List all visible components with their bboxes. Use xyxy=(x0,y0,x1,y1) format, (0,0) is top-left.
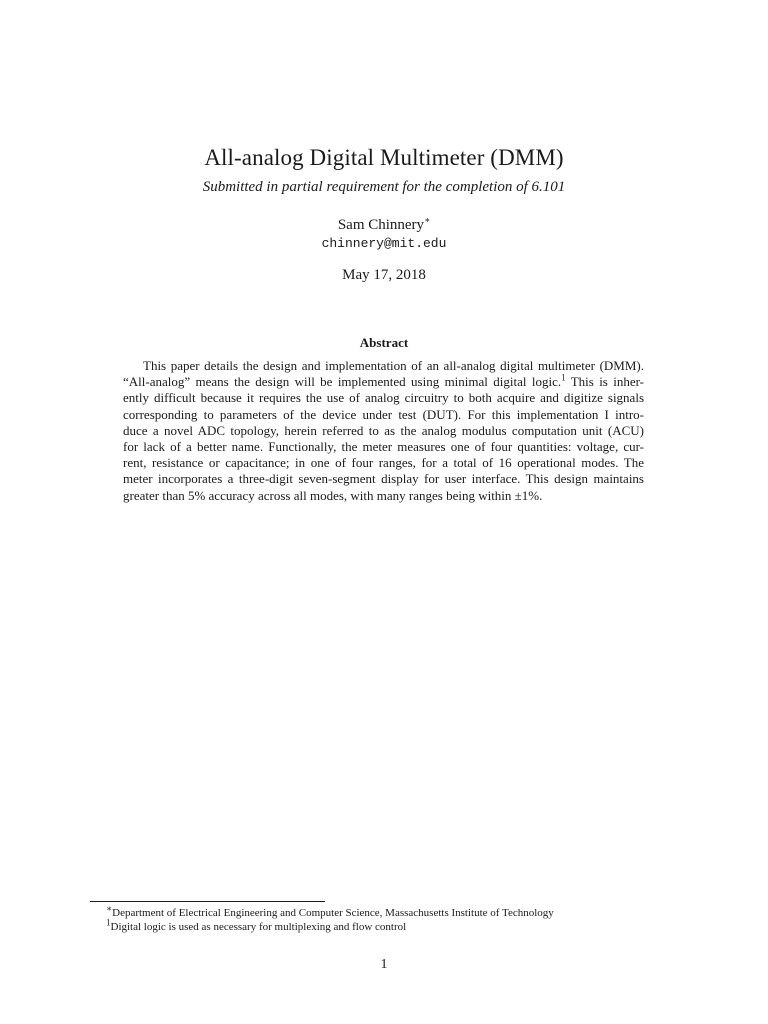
paper-title: All-analog Digital Multimeter (DMM) xyxy=(204,145,564,170)
author-footnote-marker: ∗ xyxy=(424,215,431,225)
page-number: 1 xyxy=(380,957,388,972)
abstract-line-text: “All-analog” means the design will be implemented using minimal digital logic. xyxy=(123,374,562,390)
author-line xyxy=(0,216,768,234)
abstract-line xyxy=(123,374,644,390)
abstract-line: This paper details the design and implementation of an all-analog digital multimeter (DMM). xyxy=(143,358,644,373)
abstract-line: ently difficult because it requires the use of analog circuitry to both acquire and digitize signals xyxy=(123,390,644,406)
abstract-line: meter incorporates a three-digit seven-segment display for user interface. This design maintains xyxy=(123,471,644,487)
abstract-line: corresponding to parameters of the device under test (DUT). For this implementation I intro- xyxy=(123,406,644,422)
abstract-heading: Abstract xyxy=(359,335,409,350)
abstract-footnote-marker: 1 xyxy=(561,372,566,383)
abstract-line: duce a novel ADC topology, herein referred to as the analog modulus computation unit (ACU) xyxy=(123,422,644,438)
author-email: chinnery@mit.edu xyxy=(321,236,447,251)
footnote-affiliation xyxy=(106,903,554,920)
abstract-line-tail: This is inher- xyxy=(565,374,644,390)
footnote-digital-logic xyxy=(106,917,407,934)
footnote-rule xyxy=(90,901,325,902)
abstract-line: greater than 5% accuracy across all modes, with many ranges being within ±1%. xyxy=(123,487,543,503)
paper-subtitle: Submitted in partial requirement for the completion of 6.101 xyxy=(202,179,566,195)
abstract-body xyxy=(123,358,644,504)
footnote-marker: 1 xyxy=(106,917,111,928)
footnote-text: Department of Electrical Engineering and Computer Science, Massachusetts Institute of Technology xyxy=(112,907,554,919)
abstract-line: for lack of a better name. Functionally, the meter measures one of four quantities: voltage, cur- xyxy=(123,439,644,455)
paper-date: May 17, 2018 xyxy=(342,267,426,283)
footnote-text: Digital logic is used as necessary for multiplexing and flow control xyxy=(110,921,407,933)
footnote-marker: ∗ xyxy=(106,903,113,914)
abstract-line: rent, resistance or capacitance; in one of four ranges, for a total of 16 operational modes. The xyxy=(123,455,644,471)
author-name: Sam Chinnery xyxy=(337,217,425,233)
